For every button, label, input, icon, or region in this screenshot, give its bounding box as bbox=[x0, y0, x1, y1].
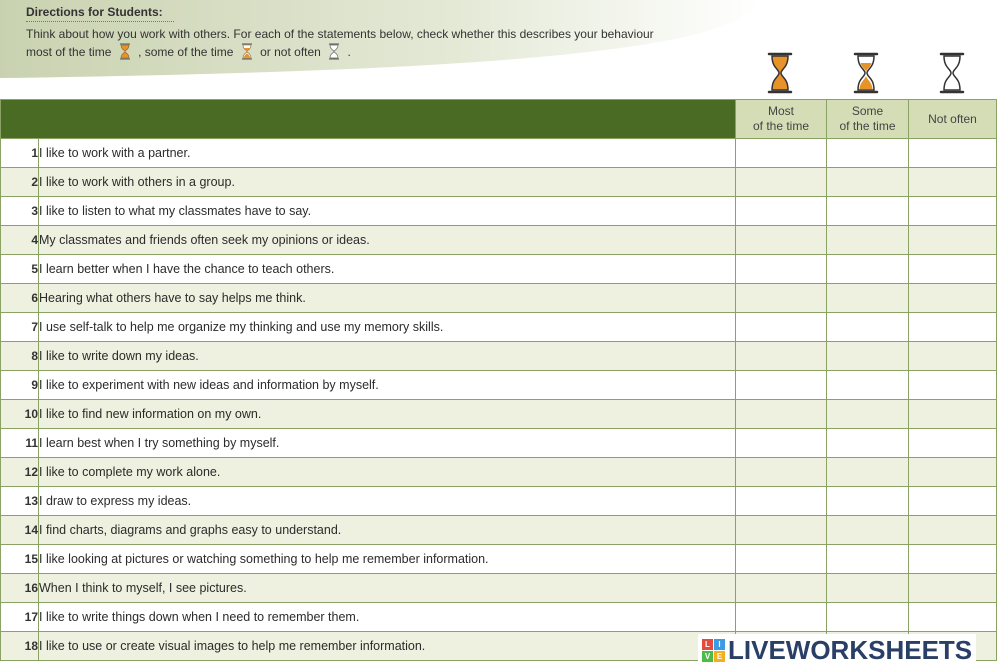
statement-text: My classmates and friends often seek my opinions or ideas. bbox=[39, 226, 736, 255]
directions-line1: Think about how you work with others. For each of the statements below, check whether this describes your behaviour bbox=[26, 27, 654, 41]
check-cell-not-often[interactable] bbox=[909, 197, 997, 226]
survey-table bbox=[0, 99, 997, 661]
check-cell-some-of-the-time[interactable] bbox=[827, 313, 909, 342]
directions-end: . bbox=[347, 45, 351, 59]
check-cell-not-often[interactable] bbox=[909, 168, 997, 197]
logo-text: LIVEWORKSHEETS bbox=[728, 634, 973, 665]
statement-number: 12 bbox=[1, 458, 39, 487]
check-cell-some-of-the-time[interactable] bbox=[827, 284, 909, 313]
statement-text: I like to complete my work alone. bbox=[39, 458, 736, 487]
table-row bbox=[1, 458, 997, 487]
statement-number: 14 bbox=[1, 516, 39, 545]
table-row bbox=[1, 429, 997, 458]
table-row bbox=[1, 284, 997, 313]
statement-text: I like to experiment with new ideas and information by myself. bbox=[39, 371, 736, 400]
logo-mark: L I V E bbox=[702, 639, 725, 662]
column-some-of-the-time: Some of the time bbox=[827, 100, 909, 139]
table-row bbox=[1, 400, 997, 429]
statement-number: 13 bbox=[1, 487, 39, 516]
table-row bbox=[1, 545, 997, 574]
check-cell-not-often[interactable] bbox=[909, 342, 997, 371]
table-row bbox=[1, 516, 997, 545]
check-cell-most-of-the-time[interactable] bbox=[736, 284, 827, 313]
check-cell-most-of-the-time[interactable] bbox=[736, 197, 827, 226]
statement-text: I like to use or create visual images to help me remember information. bbox=[39, 632, 736, 661]
check-cell-some-of-the-time[interactable] bbox=[827, 139, 909, 168]
check-cell-not-often[interactable] bbox=[909, 139, 997, 168]
check-cell-some-of-the-time[interactable] bbox=[827, 603, 909, 632]
check-cell-most-of-the-time[interactable] bbox=[736, 371, 827, 400]
table-row bbox=[1, 371, 997, 400]
statement-number: 16 bbox=[1, 574, 39, 603]
check-cell-some-of-the-time[interactable] bbox=[827, 168, 909, 197]
check-cell-some-of-the-time[interactable] bbox=[827, 255, 909, 284]
check-cell-most-of-the-time[interactable] bbox=[736, 603, 827, 632]
check-cell-not-often[interactable] bbox=[909, 313, 997, 342]
statement-number: 4 bbox=[1, 226, 39, 255]
statement-text: I like to work with others in a group. bbox=[39, 168, 736, 197]
statement-number: 15 bbox=[1, 545, 39, 574]
check-cell-most-of-the-time[interactable] bbox=[736, 458, 827, 487]
statement-number: 11 bbox=[1, 429, 39, 458]
table-row bbox=[1, 574, 997, 603]
check-cell-not-often[interactable] bbox=[909, 545, 997, 574]
statement-text: I like to find new information on my own. bbox=[39, 400, 736, 429]
statement-number: 10 bbox=[1, 400, 39, 429]
check-cell-not-often[interactable] bbox=[909, 516, 997, 545]
check-cell-not-often[interactable] bbox=[909, 458, 997, 487]
directions-not: or not often bbox=[260, 45, 321, 59]
check-cell-most-of-the-time[interactable] bbox=[736, 226, 827, 255]
check-cell-not-often[interactable] bbox=[909, 371, 997, 400]
statement-text: I like to work with a partner. bbox=[39, 139, 736, 168]
check-cell-most-of-the-time[interactable] bbox=[736, 342, 827, 371]
check-cell-some-of-the-time[interactable] bbox=[827, 197, 909, 226]
check-cell-some-of-the-time[interactable] bbox=[827, 545, 909, 574]
table-row bbox=[1, 603, 997, 632]
statement-number: 9 bbox=[1, 371, 39, 400]
statement-number: 3 bbox=[1, 197, 39, 226]
check-cell-most-of-the-time[interactable] bbox=[736, 516, 827, 545]
directions-some: , some of the time bbox=[138, 45, 234, 59]
check-cell-some-of-the-time[interactable] bbox=[827, 342, 909, 371]
check-cell-most-of-the-time[interactable] bbox=[736, 400, 827, 429]
directions-text bbox=[26, 26, 726, 61]
check-cell-some-of-the-time[interactable] bbox=[827, 400, 909, 429]
table-row bbox=[1, 313, 997, 342]
statement-text: I like looking at pictures or watching something to help me remember information. bbox=[39, 545, 736, 574]
check-cell-some-of-the-time[interactable] bbox=[827, 226, 909, 255]
hourglass-full-icon bbox=[118, 43, 132, 60]
check-cell-most-of-the-time[interactable] bbox=[736, 255, 827, 284]
table-row bbox=[1, 168, 997, 197]
statement-text: I learn better when I have the chance to teach others. bbox=[39, 255, 736, 284]
hourglass-half-icon bbox=[853, 52, 879, 94]
table-header-band bbox=[1, 100, 736, 139]
table-row bbox=[1, 342, 997, 371]
check-cell-not-often[interactable] bbox=[909, 603, 997, 632]
check-cell-some-of-the-time[interactable] bbox=[827, 516, 909, 545]
check-cell-most-of-the-time[interactable] bbox=[736, 313, 827, 342]
statement-text: I use self-talk to help me organize my thinking and use my memory skills. bbox=[39, 313, 736, 342]
hourglass-half-icon bbox=[240, 43, 254, 60]
hourglass-full-icon bbox=[767, 52, 793, 94]
check-cell-most-of-the-time[interactable] bbox=[736, 168, 827, 197]
check-cell-some-of-the-time[interactable] bbox=[827, 487, 909, 516]
check-cell-not-often[interactable] bbox=[909, 400, 997, 429]
column-not-often: Not often bbox=[909, 100, 997, 139]
check-cell-not-often[interactable] bbox=[909, 255, 997, 284]
check-cell-most-of-the-time[interactable] bbox=[736, 429, 827, 458]
statement-text: I like to write down my ideas. bbox=[39, 342, 736, 371]
table-row bbox=[1, 226, 997, 255]
table-row bbox=[1, 487, 997, 516]
statement-text: I find charts, diagrams and graphs easy to understand. bbox=[39, 516, 736, 545]
check-cell-most-of-the-time[interactable] bbox=[736, 139, 827, 168]
hourglass-empty-icon bbox=[327, 43, 341, 60]
check-cell-not-often[interactable] bbox=[909, 284, 997, 313]
statement-number: 17 bbox=[1, 603, 39, 632]
check-cell-not-often[interactable] bbox=[909, 226, 997, 255]
check-cell-not-often[interactable] bbox=[909, 429, 997, 458]
table-row bbox=[1, 255, 997, 284]
statement-text: I draw to express my ideas. bbox=[39, 487, 736, 516]
statement-text: I like to listen to what my classmates have to say. bbox=[39, 197, 736, 226]
check-cell-most-of-the-time[interactable] bbox=[736, 574, 827, 603]
check-cell-most-of-the-time[interactable] bbox=[736, 487, 827, 516]
statement-text: When I think to myself, I see pictures. bbox=[39, 574, 736, 603]
table-row bbox=[1, 139, 997, 168]
check-cell-most-of-the-time[interactable] bbox=[736, 545, 827, 574]
check-cell-not-often[interactable] bbox=[909, 574, 997, 603]
directions-rule bbox=[26, 21, 174, 22]
check-cell-some-of-the-time[interactable] bbox=[827, 371, 909, 400]
check-cell-not-often[interactable] bbox=[909, 487, 997, 516]
statement-number: 5 bbox=[1, 255, 39, 284]
column-most-of-the-time: Most of the time bbox=[736, 100, 827, 139]
statement-number: 7 bbox=[1, 313, 39, 342]
check-cell-some-of-the-time[interactable] bbox=[827, 574, 909, 603]
check-cell-some-of-the-time[interactable] bbox=[827, 429, 909, 458]
liveworksheets-logo bbox=[698, 634, 976, 666]
statement-number: 6 bbox=[1, 284, 39, 313]
hourglass-empty-icon bbox=[939, 52, 965, 94]
statement-number: 8 bbox=[1, 342, 39, 371]
table-row bbox=[1, 197, 997, 226]
statement-text: I like to write things down when I need to remember them. bbox=[39, 603, 736, 632]
directions-most: most of the time bbox=[26, 45, 112, 59]
statement-number: 1 bbox=[1, 139, 39, 168]
statement-number: 2 bbox=[1, 168, 39, 197]
directions-title: Directions for Students: bbox=[26, 5, 163, 19]
statement-text: Hearing what others have to say helps me think. bbox=[39, 284, 736, 313]
statement-text: I learn best when I try something by myself. bbox=[39, 429, 736, 458]
check-cell-some-of-the-time[interactable] bbox=[827, 458, 909, 487]
statement-number: 18 bbox=[1, 632, 39, 661]
